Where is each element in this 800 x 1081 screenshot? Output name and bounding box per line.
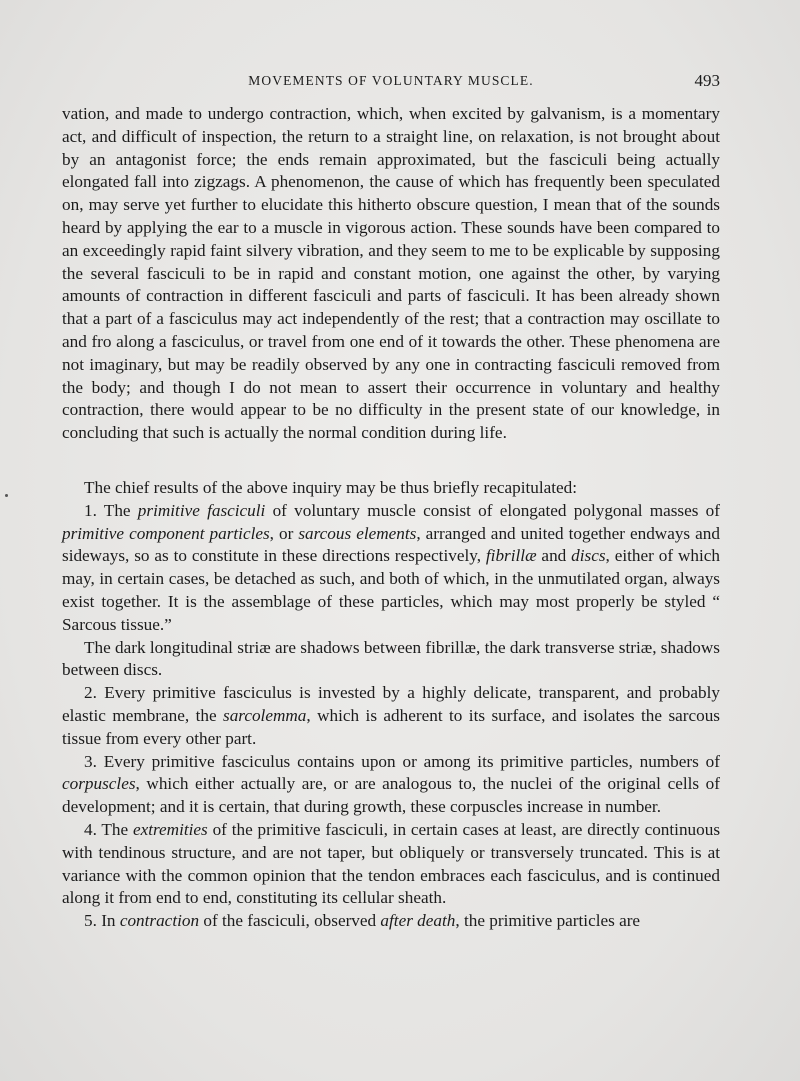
- text-run: of voluntary muscle consist of elongated polygonal masses of: [265, 500, 720, 520]
- italic-term: sarcous elements: [298, 523, 417, 543]
- body-text: [62, 103, 720, 933]
- text-run: 3. Every primitive fasciculus contains upon or among its primitive particles, numbers of: [84, 751, 720, 771]
- text-run: 4. The: [84, 819, 133, 839]
- text-run: , the primitive particles are: [455, 911, 641, 931]
- italic-term: after death: [380, 911, 456, 931]
- italic-term: primitive fasciculi: [137, 500, 266, 520]
- page-number: 493: [694, 71, 720, 90]
- summary-item-3: [62, 751, 720, 819]
- text-run: , which either actually are, or are analogous to, the nuclei of the original cells of development; and it is certain, that during growth, these corpuscles increase in number.: [62, 774, 720, 817]
- text-run: of the primitive fasciculi, in certain cases at least, are directly continuous with tendinous structure, and are not taper, but obliquely or transversely truncated. This is at variance with the common opinion that the tendon embraces each fasciculus, and is continued along it from end to end, constituting its cellular sheath.: [62, 819, 721, 908]
- margin-speck: [5, 494, 8, 497]
- italic-term: sarcolemma: [223, 705, 307, 725]
- summary-item-4: [62, 819, 720, 910]
- running-title: MOVEMENTS OF VOLUNTARY MUSCLE.: [248, 73, 534, 88]
- summary-item-2: [62, 682, 720, 750]
- summary-intro: The chief results of the above inquiry may be thus briefly recapitulated:: [84, 477, 578, 497]
- section-gap: [62, 445, 720, 477]
- italic-term: fibrillæ: [485, 546, 537, 566]
- summary-item-1: [62, 500, 720, 637]
- continuation-paragraph: vation, and made to undergo contraction, which, when excited by galvanism, is a momentary act, and difficult of inspection, the return to a straight line, on relaxation, is not brought about by an antagonist force; the ends remain approximated, but the fasciculi being actually elongated fall into zigzags. A phenomenon, the cause of which has frequently been speculated on, may serve yet further to elucidate this hitherto obscure question, I mean that of the sounds heard by applying the ear to a muscle in vigorous action. These sounds have been compared to an exceedingly rapid faint silvery vibration, and they seem to me to be explicable by supposing the several fasciculi to be in rapid and constant motion, one against the other, by varying amounts of contraction in different fasciculi and parts of fasciculi. It has been already shown that a part of a fasciculus may act independently of the rest; that a contraction may oscillate to and fro along a fasciculus, or travel from one end of it towards the other. These phenomena are not imaginary, but may be readily observed by any one in contracting fasciculi removed from the body; and though I do not mean to assert their occurrence in voluntary and healthy contraction, there would appear to be no difficulty in the present state of our knowledge, in concluding that such is actually the normal condition during life.: [62, 104, 720, 443]
- italic-term: contraction: [119, 911, 200, 931]
- text-run: 2. Every primitive fasciculus is invested by a highly delicate, transparent, and probably elastic membrane, the: [62, 683, 720, 725]
- text-run: of the fasciculi, observed: [199, 911, 381, 931]
- text-run: , or: [269, 523, 299, 543]
- text-run: and: [536, 546, 572, 566]
- italic-term: corpuscles: [62, 774, 136, 794]
- text-run: , arranged and united together endways and sideways, so as to constitute in these directions respectively,: [62, 523, 720, 566]
- italic-term: extremities: [132, 819, 208, 839]
- text-run: , which is adherent to its surface, and isolates the sarcous tissue from every other part.: [62, 705, 720, 748]
- italic-term: primitive component particles: [62, 523, 270, 543]
- summary-item-1-note: The dark longitudinal striæ are shadows between fibrillæ, the dark transverse striæ, shadows between discs.: [62, 637, 720, 680]
- page-header: [62, 73, 720, 95]
- text-run: , either of which may, in certain cases, be detached as such, and both of which, in the unmutilated organ, always exist together. It is the assemblage of these particles, which may most properly be styled “ Sarcous tissue.”: [62, 546, 720, 634]
- text-run: 1. The: [84, 500, 138, 520]
- text-run: 5. In: [84, 911, 120, 931]
- summary-item-5: [62, 910, 720, 933]
- italic-term: discs: [571, 546, 606, 566]
